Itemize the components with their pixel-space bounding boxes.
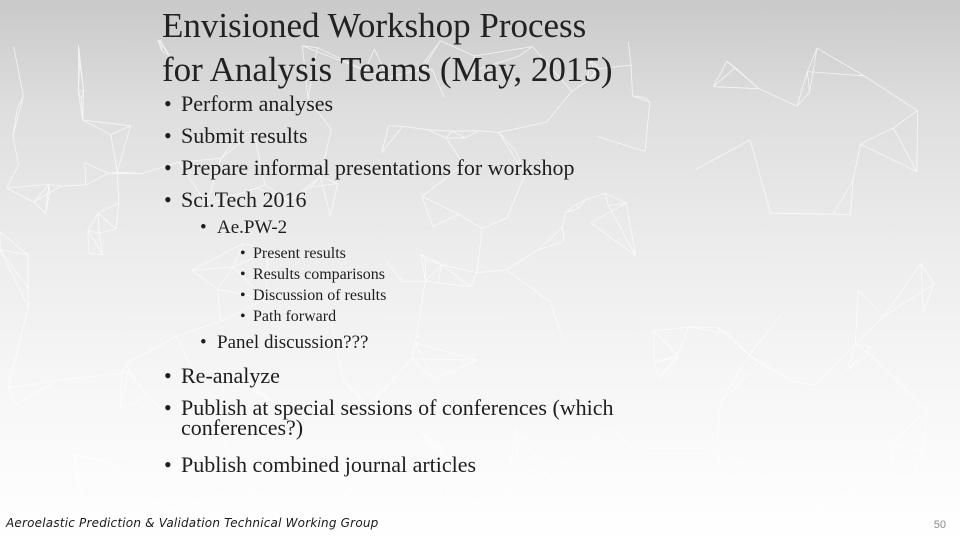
bullet-icon: • — [240, 308, 246, 325]
bullet-list — [162, 88, 762, 481]
bullet-item-perform-analyses — [162, 88, 762, 120]
bullet-text: Results comparisons — [253, 266, 385, 283]
slide-title-line-2: for Analysis Teams (May, 2015) — [162, 50, 613, 89]
bullet-icon: • — [164, 91, 172, 116]
bullet-icon: • — [164, 395, 172, 420]
bullet-text: Panel discussion??? — [217, 332, 369, 353]
bullet-text: Present results — [253, 245, 346, 262]
bullet-text: Path forward — [253, 308, 337, 325]
sub-sub-bullet-item-present-results — [240, 243, 762, 264]
footer-organization-name: Aeroelastic Prediction & Validation Technical Working Group — [6, 516, 379, 530]
bullet-icon: • — [240, 245, 246, 262]
bullet-text: Sci.Tech 2016 — [181, 187, 307, 212]
bullet-text: Submit results — [181, 123, 308, 148]
bullet-item-scitech-2016 — [162, 184, 762, 216]
bullet-text: Ae.PW-2 — [217, 217, 288, 238]
bullet-item-submit-results — [162, 120, 762, 152]
slide-title-line-1: Envisioned Workshop Process — [162, 6, 587, 45]
bullet-item-re-analyze — [162, 360, 762, 392]
bullet-icon: • — [164, 187, 172, 212]
bullet-icon: • — [240, 266, 246, 283]
bullet-item-publish-special-sessions — [162, 392, 721, 449]
bullet-text: Perform analyses — [181, 91, 334, 116]
bullet-icon: • — [164, 123, 172, 148]
bullet-text: Publish combined journal articles — [181, 452, 477, 477]
bullet-text: Discussion of results — [253, 287, 387, 304]
slide-title — [162, 4, 862, 92]
bullet-icon: • — [200, 332, 207, 353]
page-number: 50 — [933, 519, 946, 531]
sub-bullet-item-panel-discussion — [200, 331, 762, 354]
sub-sub-bullet-item-discussion-of-results — [240, 285, 762, 306]
bullet-icon: • — [164, 452, 172, 477]
sub-sub-bullet-item-results-comparisons — [240, 264, 762, 285]
sub-sub-bullet-item-path-forward — [240, 306, 762, 327]
bullet-text: Publish at special sessions of conferences (which conferences?) — [181, 395, 614, 440]
bullet-text: Prepare informal presentations for workshop — [181, 155, 575, 180]
bullet-icon: • — [164, 363, 172, 388]
bullet-text: Re-analyze — [181, 363, 280, 388]
bullet-icon: • — [200, 217, 207, 238]
bullet-icon: • — [240, 287, 246, 304]
sub-bullet-item-aepw-2 — [200, 216, 762, 239]
bullet-item-prepare-presentations — [162, 152, 762, 184]
bullet-icon: • — [164, 155, 172, 180]
bullet-item-publish-journal-articles — [162, 449, 762, 481]
